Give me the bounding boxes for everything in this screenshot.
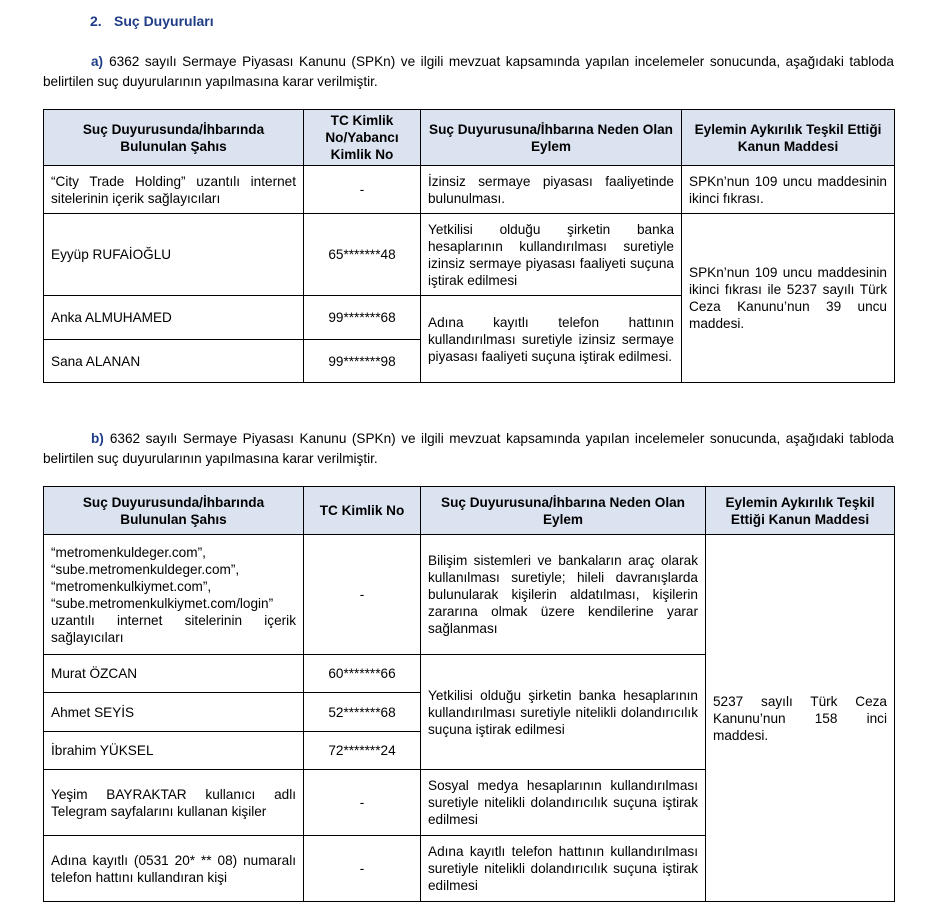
id-cell: 52*******68 <box>304 693 421 732</box>
action-cell: Adına kayıtlı telefon hattının kullandırılması suretiyle nitelikli dolandırıcılık suçuna iştirak edilmesi <box>421 836 706 902</box>
header-id: TC Kimlik No <box>304 487 421 535</box>
header-person: Suç Duyurusunda/İhbarında Bulunulan Şahıs <box>44 110 304 166</box>
section-b-table <box>43 486 895 902</box>
action-cell: İzinsiz sermaye piyasası faaliyetinde bulunulması. <box>421 166 682 214</box>
person-cell: Anka ALMUHAMED <box>44 296 304 340</box>
law-cell: SPKn’nun 109 uncu maddesinin ikinci fıkrası. <box>682 166 895 214</box>
section-a-intro: a) 6362 sayılı Sermaye Piyasası Kanunu (SPKn) ve ilgili mevzuat kapsamında yapılan incelemeler sonucunda, aşağıdaki tabloda belirtilen suç duyurularının yapılmasına karar verilmiştir. <box>43 54 894 89</box>
table-row <box>44 214 895 296</box>
person-cell: “metromenkuldeger.com”, “sube.metromenkuldeger.com”, “metromenkulkiymet.com”, “sube.metromenkulkiymet.com/login” uzantılı internet sitelerinin içerik sağlayıcıları <box>44 535 304 655</box>
section-title: Suç Duyuruları <box>114 13 214 29</box>
section-a-label: a) <box>91 54 104 69</box>
id-cell: 65*******48 <box>304 214 421 296</box>
header-id: TC Kimlik No/Yabancı Kimlik No <box>304 110 421 166</box>
id-cell: - <box>304 836 421 902</box>
person-cell: Ahmet SEYİS <box>44 693 304 732</box>
law-cell: SPKn’nun 109 uncu maddesinin ikinci fıkrası ile 5237 sayılı Türk Ceza Kanunu’nun 39 uncu maddesi. <box>682 214 895 383</box>
id-cell: - <box>304 535 421 655</box>
person-cell: “City Trade Holding” uzantılı internet sitelerinin içerik sağlayıcıları <box>44 166 304 214</box>
header-law: Eylemin Aykırılık Teşkil Ettiği Kanun Maddesi <box>682 110 895 166</box>
person-cell: Eyyüp RUFAİOĞLU <box>44 214 304 296</box>
id-cell: 99*******68 <box>304 296 421 340</box>
id-cell: 72*******24 <box>304 732 421 770</box>
action-cell: Yetkilisi olduğu şirketin banka hesaplarının kullandırılması suretiyle nitelikli dolandırıcılık suçuna iştirak edilmesi <box>421 655 706 770</box>
section-heading <box>90 13 214 29</box>
person-cell: Adına kayıtlı (0531 20* ** 08) numaralı telefon hattını kullandıran kişi <box>44 836 304 902</box>
id-cell: - <box>304 166 421 214</box>
section-b-label: b) <box>91 431 104 446</box>
table-header-row <box>44 487 895 535</box>
person-cell: Murat ÖZCAN <box>44 655 304 693</box>
header-person: Suç Duyurusunda/İhbarında Bulunulan Şahıs <box>44 487 304 535</box>
id-cell: 99*******98 <box>304 340 421 383</box>
section-number: 2. <box>90 13 102 29</box>
person-cell: İbrahim YÜKSEL <box>44 732 304 770</box>
section-a-table <box>43 109 895 383</box>
table-header-row <box>44 110 895 166</box>
header-action: Suç Duyurusuna/İhbarına Neden Olan Eylem <box>421 487 706 535</box>
action-cell: Sosyal medya hesaplarının kullandırılması suretiyle nitelikli dolandırıcılık suçuna iştirak edilmesi <box>421 770 706 836</box>
section-b-intro: b) 6362 sayılı Sermaye Piyasası Kanunu (SPKn) ve ilgili mevzuat kapsamında yapılan incelemeler sonucunda, aşağıdaki tabloda belirtilen suç duyurularının yapılmasına karar verilmiştir. <box>43 431 894 466</box>
person-cell: Yeşim BAYRAKTAR kullanıcı adlı Telegram sayfalarını kullanan kişiler <box>44 770 304 836</box>
law-cell: 5237 sayılı Türk Ceza Kanunu’nun 158 inci maddesi. <box>706 535 895 902</box>
table-row <box>44 166 895 214</box>
id-cell: - <box>304 770 421 836</box>
table-row <box>44 535 895 655</box>
person-cell: Sana ALANAN <box>44 340 304 383</box>
action-cell: Adına kayıtlı telefon hattının kullandırılması suretiyle izinsiz sermaye piyasası faaliyeti suçuna iştirak edilmesi. <box>421 296 682 383</box>
header-law: Eylemin Aykırılık Teşkil Ettiği Kanun Maddesi <box>706 487 895 535</box>
action-cell: Yetkilisi olduğu şirketin banka hesaplarının kullandırılması suretiyle izinsiz sermaye piyasası faaliyeti suçuna iştirak edilmesi <box>421 214 682 296</box>
header-action: Suç Duyurusuna/İhbarına Neden Olan Eylem <box>421 110 682 166</box>
id-cell: 60*******66 <box>304 655 421 693</box>
action-cell: Bilişim sistemleri ve bankaların araç olarak kullanılması suretiyle; hileli davranışlarda bulunularak kişilerin aldatılması, kişilerin zararına olmak üzere kendilerine yarar sağlanması <box>421 535 706 655</box>
